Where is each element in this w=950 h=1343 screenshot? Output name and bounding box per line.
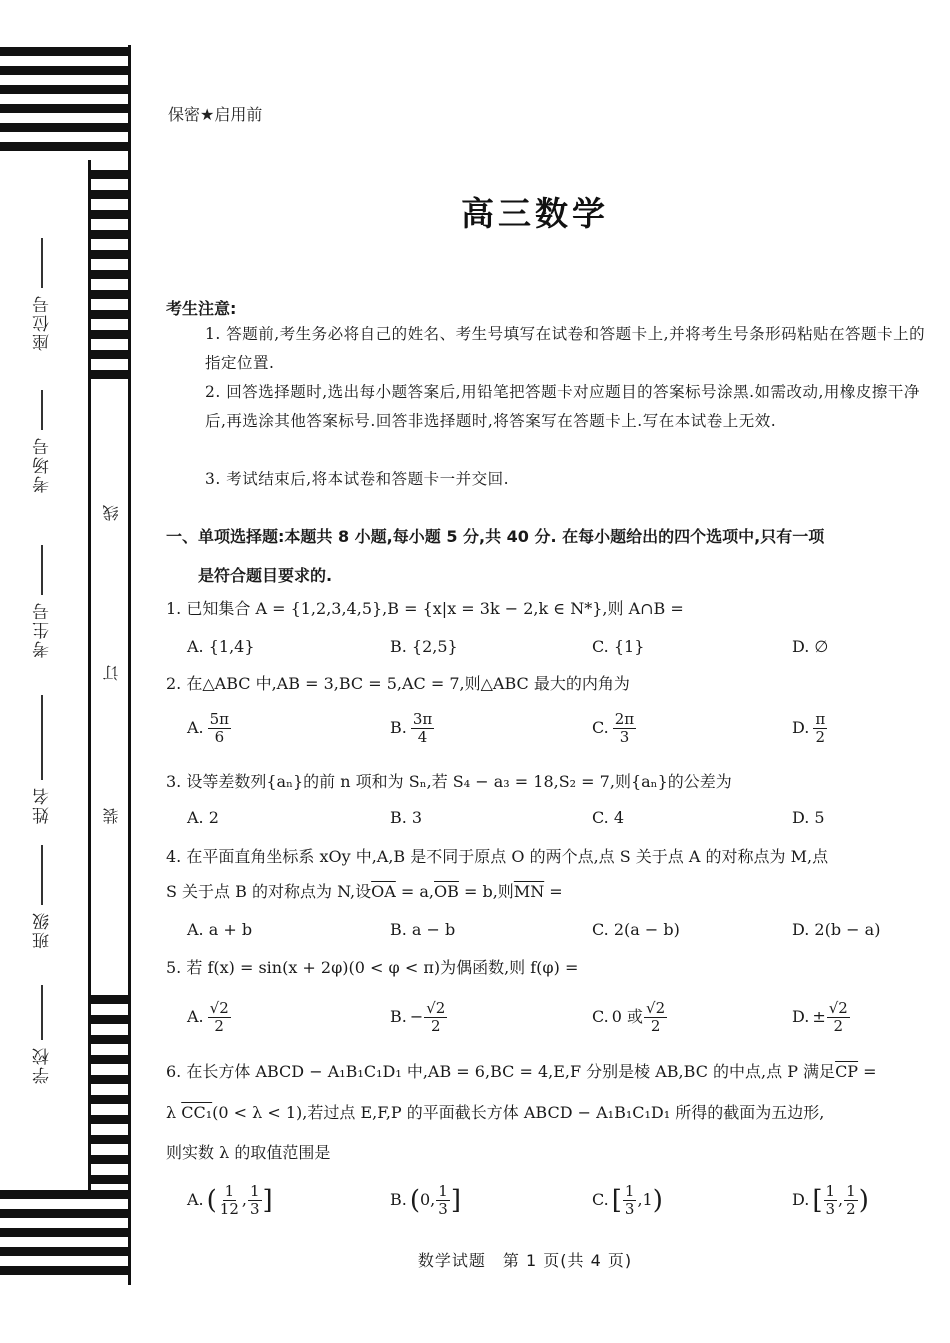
option-label: D.	[792, 1007, 810, 1026]
vector-mn: $\overline{MN}$	[513, 882, 545, 901]
fraction	[208, 1000, 231, 1035]
vector-oa: $\overline{OA}$	[371, 882, 396, 901]
margin-stripe	[88, 290, 128, 299]
candidate-number-blank[interactable]	[41, 545, 43, 595]
question-3-option-b[interactable]: B. 3	[390, 808, 423, 827]
question-4-stem-cont	[166, 881, 936, 903]
fraction	[436, 1183, 450, 1218]
margin-stripe	[88, 1095, 128, 1104]
margin-stripe	[88, 1135, 128, 1144]
exam-room-label: 考场号	[32, 436, 53, 493]
fraction	[411, 711, 434, 746]
option-prefix: ±	[812, 1007, 826, 1026]
numerator: √2	[646, 999, 666, 1017]
confidential-mark: 保密★启用前	[168, 105, 263, 124]
numerator: π	[815, 710, 826, 728]
interval-separator: ,	[838, 1190, 844, 1209]
option-label: A.	[187, 1190, 204, 1209]
denominator: 12	[219, 1200, 239, 1218]
page-title: 高三数学	[461, 194, 609, 233]
question-6-option-a[interactable]	[187, 1183, 273, 1218]
denominator: 3	[825, 1200, 836, 1218]
denominator: 4	[417, 728, 428, 746]
option-label: D.	[792, 1190, 810, 1209]
lambda-symbol: λ	[166, 1103, 182, 1122]
option-label: C.	[592, 1007, 609, 1026]
vector-ob: $\overline{OB}$	[434, 882, 459, 901]
question-2-option-a[interactable]	[187, 711, 232, 746]
numerator: 1	[846, 1182, 856, 1200]
section-heading: 一、单项选择题:本题共 8 小题,每小题 5 分,共 40 分. 在每小题给出的四个选项中,只有一项	[166, 527, 825, 546]
margin-stripe	[88, 1055, 128, 1064]
denominator: 2	[833, 1017, 844, 1035]
question-1-stem: 1. 已知集合 A = {1,2,3,4,5},B = {x|x = 3k − 2,k ∈ N*},则 A∩B =	[166, 599, 684, 618]
cut-line-word: 装	[102, 808, 121, 824]
margin-stripe	[88, 310, 128, 319]
question-1-option-a[interactable]: A. {1,4}	[187, 637, 255, 656]
option-prefix: 0 或	[611, 1007, 644, 1026]
numerator: 5π	[209, 710, 230, 728]
interval-bracket: [	[812, 1185, 823, 1216]
margin-stripe	[0, 85, 128, 94]
margin-stripe	[88, 1075, 128, 1084]
numerator: 1	[438, 1182, 448, 1200]
exam-room-field[interactable]	[22, 390, 62, 493]
page-footer: 数学试题 第 1 页(共 4 页)	[417, 1251, 633, 1270]
margin-stripe	[0, 1228, 128, 1237]
question-6-text: (0 < λ < 1),若过点 E,F,P 的平面截长方体 ABCD − A₁B₁C₁D₁ 所得的截面为五边形,	[212, 1103, 825, 1122]
question-2-option-b[interactable]	[390, 711, 435, 746]
interval-end: ,1	[637, 1190, 653, 1209]
name-blank[interactable]	[41, 695, 43, 780]
vector-cp: $\overline{CP}$	[835, 1062, 859, 1081]
question-2-option-d[interactable]	[792, 711, 828, 746]
notice-item: 3. 考试结束后,将本试卷和答题卡一并交回.	[205, 470, 510, 488]
interval-bracket: (	[206, 1185, 217, 1216]
question-1-option-b[interactable]: B. {2,5}	[390, 637, 458, 656]
question-3-option-a[interactable]: A. 2	[187, 808, 219, 827]
margin-stripe	[88, 1115, 128, 1124]
cut-line-word: 订	[102, 665, 121, 681]
margin-stripe	[88, 995, 128, 1004]
fraction	[208, 711, 231, 746]
denominator: 3	[619, 728, 630, 746]
school-label: 学校	[32, 1046, 53, 1084]
option-label: C.	[592, 718, 609, 737]
fraction	[218, 1183, 241, 1218]
denominator: 2	[431, 1017, 441, 1035]
margin-stripe	[0, 47, 128, 56]
candidate-number-label: 考生号	[32, 601, 53, 658]
fraction	[248, 1183, 262, 1218]
question-6-option-b[interactable]	[390, 1183, 461, 1218]
question-6-text: 6. 在长方体 ABCD − A₁B₁C₁D₁ 中,AB = 6,BC = 4,E,F 分别是棱 AB,BC 的中点,点 P 满足	[166, 1062, 836, 1081]
question-6-stem-cont	[166, 1102, 936, 1124]
fraction	[623, 1183, 637, 1218]
question-6-stem-cont: 则实数 λ 的取值范围是	[166, 1143, 331, 1162]
question-5-stem: 5. 若 f(x) = sin(x + 2φ)(0 < φ < π)为偶函数,则 f(φ) =	[166, 958, 579, 977]
class-label: 班级	[32, 911, 53, 949]
question-4-option-b[interactable]: B. a − b	[390, 920, 456, 939]
notice-item: 1. 答题前,考生务必将自己的姓名、考生号填写在试卷和答题卡上,并将考生号条形码粘贴在答题卡上的指定位置.	[205, 325, 926, 372]
question-5-option-b[interactable]	[390, 1000, 448, 1035]
denominator: 6	[214, 728, 225, 746]
class-blank[interactable]	[41, 845, 43, 905]
margin-stripe	[88, 350, 128, 359]
question-3-stem: 3. 设等差数列{aₙ}的前 n 项和为 Sₙ,若 S₄ − a₃ = 18,S₂ = 7,则{aₙ}的公差为	[166, 772, 732, 791]
denominator: 3	[249, 1200, 260, 1218]
numerator: 1	[624, 1182, 635, 1200]
question-2-stem: 2. 在△ABC 中,AB = 3,BC = 5,AC = 7,则△ABC 最大的内角为	[166, 674, 630, 693]
margin-stripe	[88, 270, 128, 279]
margin-stripe	[88, 1175, 128, 1184]
denominator: 2	[846, 1200, 856, 1218]
question-4-stem: 4. 在平面直角坐标系 xOy 中,A,B 是不同于原点 O 的两个点,点 S 关于点 A 的对称点为 M,点	[166, 847, 829, 866]
margin-stripe	[88, 250, 128, 259]
numerator: 1	[224, 1182, 235, 1200]
cut-line-word: 线	[102, 505, 121, 521]
school-blank[interactable]	[41, 985, 43, 1040]
numerator: √2	[828, 999, 848, 1017]
question-4-text: =	[544, 882, 563, 901]
option-label: A.	[187, 718, 204, 737]
question-1-option-d[interactable]: D. ∅	[792, 637, 829, 656]
question-6-text: =	[858, 1062, 877, 1081]
notice-item: 2. 回答选择题时,选出每小题答案后,用铅笔把答题卡对应题目的答案标号涂黑.如需改动,用橡皮擦干净后,再选涂其他答案标号.回答非选择题时,将答案写在答题卡上.写在本试卷上无效.	[205, 383, 920, 430]
margin-stripe	[88, 1015, 128, 1024]
notice-heading: 考生注意:	[166, 299, 237, 318]
option-label: B.	[390, 1190, 407, 1209]
margin-stripe	[88, 1155, 128, 1164]
class-field[interactable]	[22, 845, 62, 949]
question-6-option-c[interactable]	[592, 1183, 663, 1218]
fraction	[844, 1183, 858, 1218]
margin-stripe	[88, 1035, 128, 1044]
numerator: 1	[249, 1182, 260, 1200]
margin-stripe	[0, 142, 128, 151]
candidate-number-field[interactable]	[22, 545, 62, 658]
exam-room-blank[interactable]	[41, 390, 43, 430]
name-field[interactable]	[22, 695, 62, 824]
option-label: B.	[390, 718, 407, 737]
fraction	[813, 711, 827, 746]
denominator: 3	[624, 1200, 635, 1218]
margin-stripe	[88, 370, 128, 379]
interval-bracket: )	[652, 1185, 663, 1216]
margin-stripe	[0, 66, 128, 75]
numerator: √2	[209, 999, 229, 1017]
margin-stripe	[88, 170, 128, 179]
interval-bracket: [	[611, 1185, 622, 1216]
margin-stripe	[0, 123, 128, 132]
question-3-option-c[interactable]: C. 4	[592, 808, 625, 827]
numerator: 3π	[412, 710, 433, 728]
option-label: B.	[390, 1007, 407, 1026]
margin-stripe	[88, 330, 128, 339]
question-5-option-c[interactable]	[592, 1000, 668, 1035]
denominator: 2	[214, 1017, 224, 1035]
question-3-option-d[interactable]: D. 5	[792, 808, 825, 827]
denominator: 2	[815, 728, 826, 746]
option-label: D.	[792, 718, 810, 737]
margin-stripe	[0, 1190, 128, 1199]
numerator: 1	[825, 1182, 836, 1200]
denominator: 2	[650, 1017, 661, 1035]
seat-number-field[interactable]	[22, 238, 62, 351]
denominator: 3	[438, 1200, 448, 1218]
interval-bracket: ]	[450, 1185, 461, 1216]
option-label: A.	[187, 1007, 204, 1026]
school-field[interactable]	[22, 985, 62, 1084]
interval-separator: ,	[241, 1190, 247, 1209]
section-heading-cont: 是符合题目要求的.	[198, 566, 333, 585]
fraction	[824, 1183, 838, 1218]
numerator: √2	[426, 999, 446, 1017]
option-label: C.	[592, 1190, 609, 1209]
question-2-option-c[interactable]	[592, 711, 637, 746]
question-5-option-d[interactable]	[792, 1000, 851, 1035]
margin-stripe	[0, 1209, 128, 1218]
name-label: 姓名	[32, 786, 53, 824]
question-4-option-d[interactable]: D. 2(b − a)	[792, 920, 881, 939]
option-prefix: −	[409, 1007, 424, 1026]
interval-bracket: ]	[262, 1185, 273, 1216]
interval-bracket: )	[858, 1185, 869, 1216]
interval-bracket: (	[409, 1185, 420, 1216]
question-4-option-c[interactable]: C. 2(a − b)	[592, 920, 680, 939]
fraction	[644, 1000, 667, 1035]
question-4-text: = b,则	[458, 882, 514, 901]
margin-stripe	[0, 104, 128, 113]
fraction	[424, 1000, 447, 1035]
question-5-option-a[interactable]	[187, 1000, 232, 1035]
seat-number-label: 座位号	[32, 294, 53, 351]
fraction	[613, 711, 636, 746]
question-6-stem	[166, 1061, 936, 1083]
question-4-option-a[interactable]: A. a + b	[187, 920, 253, 939]
interval-start: 0,	[420, 1190, 436, 1209]
question-4-text: S 关于点 B 的对称点为 N,设	[166, 882, 372, 901]
seat-number-blank[interactable]	[41, 238, 43, 288]
question-1-option-c[interactable]: C. {1}	[592, 637, 645, 656]
question-4-text: = a,	[395, 882, 435, 901]
numerator: 2π	[614, 710, 635, 728]
question-6-option-d[interactable]	[792, 1183, 869, 1218]
vector-cc1: CC₁	[181, 1103, 213, 1122]
fraction	[827, 1000, 850, 1035]
